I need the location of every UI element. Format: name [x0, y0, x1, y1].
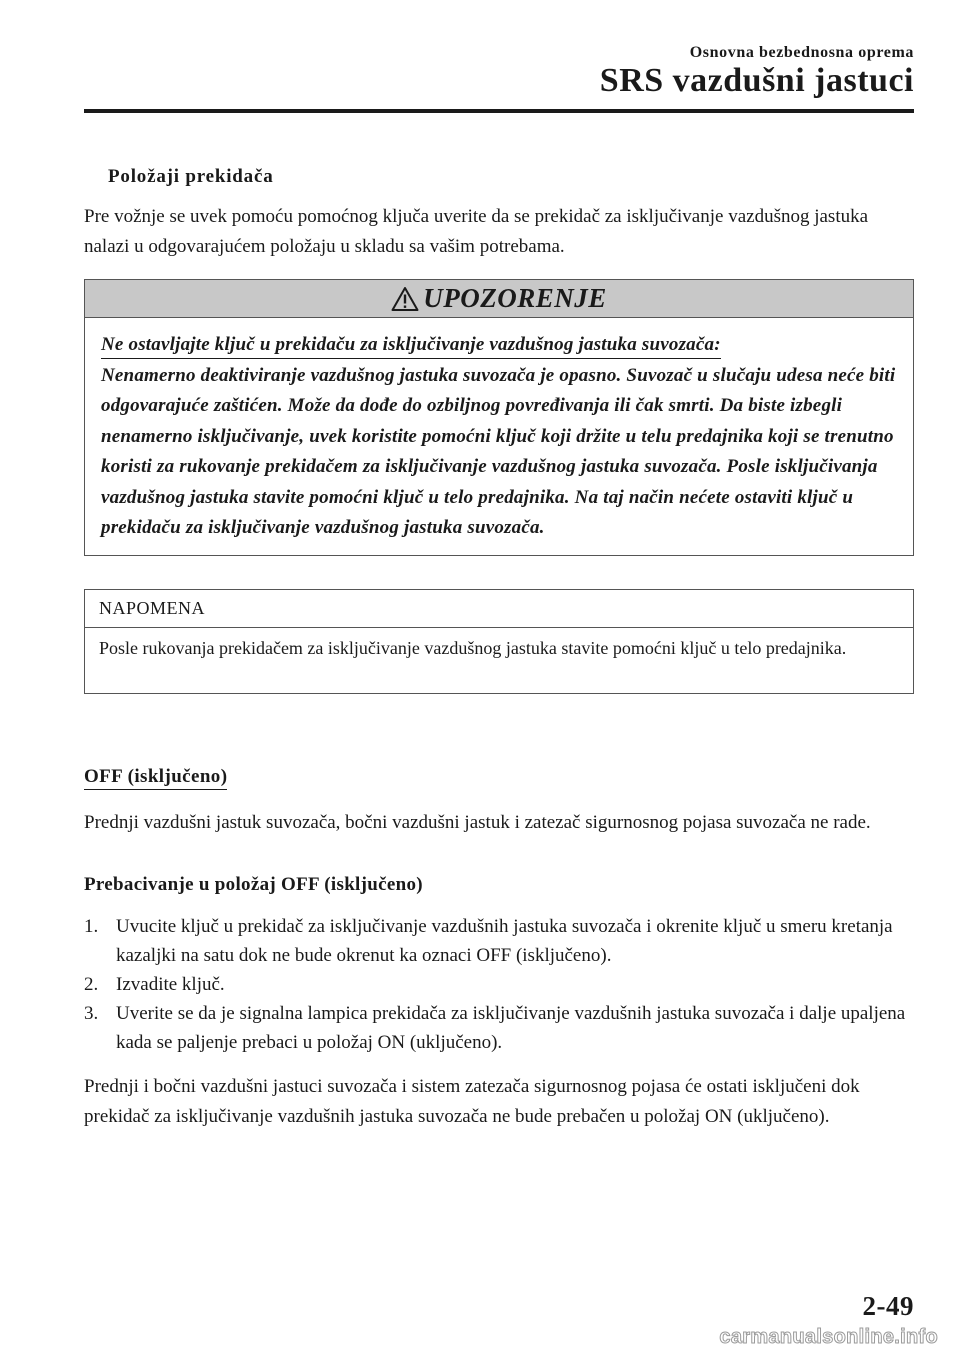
page-number: 2-49: [862, 1291, 914, 1321]
warning-text: Nenamerno deaktiviranje vazdušnog jastuka suvozača je opasno. Suvozač u slučaju udesa neće biti odgovarajuće zaštićen. Može da dođe do ozbiljnog povređivanja ili čak smrti. Da biste izbegli nenamerno isključivanje, uvek koristite pomoćni ključ koji držite u telu predajnika koji se trenutno koristi za rukovanje prekidačem za isključivanje vazdušnog jastuka suvozača. Posle isključivanja vazdušnog jastuka stavite pomoćni ključ u telo predajnika. Na taj način nećete ostaviti ključ u prekidaču za isključivanje vazdušnog jastuka suvozača.: [101, 364, 896, 538]
closing-paragraph: Prednji i bočni vazdušni jastuci suvozača i sistem zatezača sigurnosnog pojasa će ostati isključeni dok prekidač za isključivanje vazdušnih jastuka suvozača ne bude prebačen u položaj ON (uključeno).: [84, 1076, 860, 1127]
note-title: NAPOMENA: [85, 590, 913, 628]
step-text: Izvadite ključ.: [116, 974, 225, 995]
procedure-step: [84, 999, 914, 1057]
step-number: 2.: [84, 974, 99, 995]
step-number: 1.: [84, 916, 99, 937]
site-watermark: carmanualsonline.info: [719, 1326, 938, 1348]
off-heading: [84, 766, 914, 788]
note-text: Posle rukovanja prekidačem za isključivanje vazdušnog jastuka stavite pomoćni ključ u telo predajnika.: [99, 638, 847, 658]
step-number: 3.: [84, 1003, 99, 1024]
warning-body: [85, 318, 913, 544]
header-divider: [84, 109, 914, 113]
step-text: Uverite se da je signalna lampica prekidača za isključivanje vazdušnih jastuka suvozača i dalje upaljena kada se paljenje prebaci u položaj ON (uključeno).: [116, 1003, 906, 1053]
intro-paragraph: Pre vožnje se uvek pomoću pomoćnog ključa uverite da se prekidač za isključivanje vazdušnog jastuka nalazi u odgovarajućem položaju u skladu sa vašim potrebama.: [84, 206, 869, 257]
warning-header: [85, 280, 913, 318]
chapter-title: SRS vazdušni jastuci: [599, 62, 914, 99]
chapter-subtitle: Osnovna bezbednosna oprema: [689, 44, 914, 61]
warning-box: [84, 279, 914, 556]
switch-procedure-heading: Prebacivanje u položaj OFF (isključeno): [84, 874, 423, 895]
warning-triangle-icon: [391, 286, 419, 312]
procedure-step: [84, 912, 914, 970]
procedure-step: [84, 970, 914, 999]
section-heading: Položaji prekidača: [108, 166, 274, 187]
procedure-steps: [84, 912, 914, 1057]
warning-title: UPOZORENJE: [423, 283, 607, 313]
warning-lead: Ne ostavljajte ključ u prekidaču za isključivanje vazdušnog jastuka suvozača:: [101, 332, 721, 359]
note-box: [84, 589, 914, 694]
off-description: Prednji vazdušni jastuk suvozača, bočni vazdušni jastuk i zatezač sigurnosnog pojasa suvozača ne rade.: [84, 812, 871, 833]
step-text: Uvucite ključ u prekidač za isključivanje vazdušnih jastuka suvozača i okrenite ključ u smeru kretanja kazaljki na satu dok ne bude okrenut ka oznaci OFF (isključeno).: [116, 916, 893, 966]
off-heading-label: OFF (isključeno): [84, 766, 227, 790]
